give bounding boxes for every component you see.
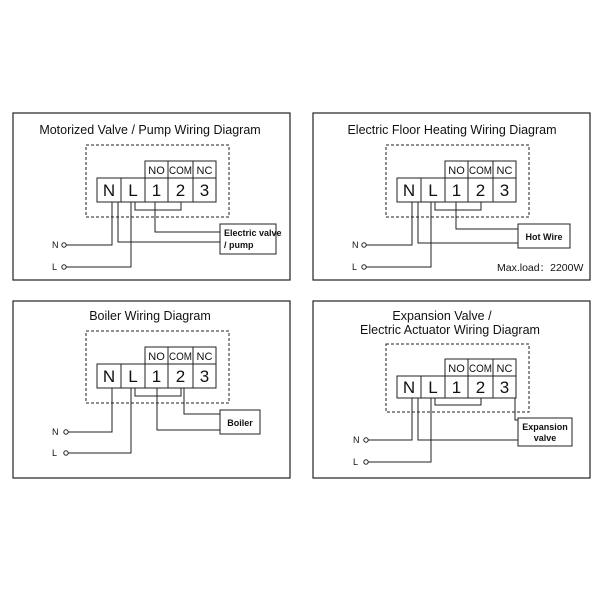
wire-no-to-device: [157, 388, 220, 430]
header-com: COM: [169, 351, 192, 363]
terminal-label: 2: [175, 181, 186, 200]
terminal-label: 1: [451, 378, 462, 397]
live-label: L: [52, 448, 58, 458]
wire-live: [66, 202, 131, 267]
wire-l-to-com: [135, 202, 181, 210]
neutral-terminal-icon: [364, 438, 368, 442]
terminal-label: L: [428, 378, 438, 397]
wire-l-to-com: [435, 202, 481, 210]
terminal-label: 3: [499, 181, 510, 200]
panel-title-line-1: Expansion Valve /: [392, 309, 492, 323]
terminal-label: 2: [475, 181, 486, 200]
wire-live: [68, 388, 131, 453]
terminal-label: 2: [175, 367, 186, 386]
device-label: / pump: [224, 240, 254, 250]
wire-neutral-to-device: [418, 398, 518, 440]
device-label: valve: [533, 433, 557, 443]
live-terminal-icon: [64, 451, 68, 455]
header-com: COM: [469, 165, 492, 177]
wire-neutral: [368, 398, 412, 440]
header-nc: NC: [496, 363, 513, 375]
live-terminal-icon: [62, 265, 66, 269]
terminal-label: 2: [475, 378, 486, 397]
panel-title-line-2: Electric Actuator Wiring Diagram: [360, 323, 540, 337]
panel-title: Electric Floor Heating Wiring Diagram: [347, 123, 557, 137]
max-load-note: Max.load：2200W: [497, 262, 584, 274]
header-nc: NC: [196, 165, 213, 177]
neutral-terminal-icon: [62, 243, 66, 247]
neutral-label: N: [52, 240, 59, 250]
terminal-label: L: [128, 181, 138, 200]
neutral-label: N: [52, 427, 59, 437]
header-no: NO: [448, 363, 465, 375]
terminal-label: 3: [199, 181, 210, 200]
wire-neutral-to-device: [118, 202, 220, 242]
neutral-label: N: [353, 435, 360, 445]
neutral-terminal-icon: [64, 430, 68, 434]
terminal-label: 3: [499, 378, 510, 397]
terminal-label: L: [128, 367, 138, 386]
terminal-label: 1: [151, 181, 162, 200]
device-label: Hot Wire: [525, 232, 563, 242]
wire-neutral-to-device: [418, 202, 518, 243]
header-nc: NC: [496, 165, 513, 177]
header-com: COM: [469, 363, 492, 375]
neutral-label: N: [352, 240, 359, 250]
live-label: L: [52, 262, 58, 272]
wire-neutral: [66, 202, 112, 245]
live-label: L: [353, 457, 359, 467]
terminal-label: N: [102, 181, 116, 200]
wire-l-to-com: [435, 398, 481, 405]
device-label: Boiler: [227, 418, 253, 428]
terminal-label: 1: [151, 367, 162, 386]
terminal-label: L: [428, 181, 438, 200]
wire-com-to-device: [184, 388, 220, 414]
live-terminal-icon: [364, 460, 368, 464]
header-no: NO: [148, 351, 165, 363]
wire-l-to-com: [135, 388, 181, 396]
terminal-label: N: [402, 378, 416, 397]
wire-neutral: [366, 202, 412, 245]
header-nc: NC: [196, 351, 213, 363]
wire-live: [368, 398, 431, 462]
header-com: COM: [169, 165, 192, 177]
header-no: NO: [448, 165, 465, 177]
terminal-label: N: [402, 181, 416, 200]
panel-title: Motorized Valve / Pump Wiring Diagram: [39, 123, 261, 137]
wire-no-to-device: [456, 202, 518, 229]
device-label: Expansion: [522, 422, 568, 432]
terminal-label: N: [102, 367, 116, 386]
wire-live: [366, 202, 431, 267]
device-label: Electric valve: [224, 228, 282, 238]
wire-neutral: [68, 388, 112, 432]
live-terminal-icon: [362, 265, 366, 269]
neutral-terminal-icon: [362, 243, 366, 247]
header-no: NO: [148, 165, 165, 177]
wire-nc-to-device: [515, 398, 518, 420]
panel-title: Boiler Wiring Diagram: [89, 309, 211, 323]
terminal-label: 3: [199, 367, 210, 386]
terminal-label: 1: [451, 181, 462, 200]
live-label: L: [352, 262, 358, 272]
